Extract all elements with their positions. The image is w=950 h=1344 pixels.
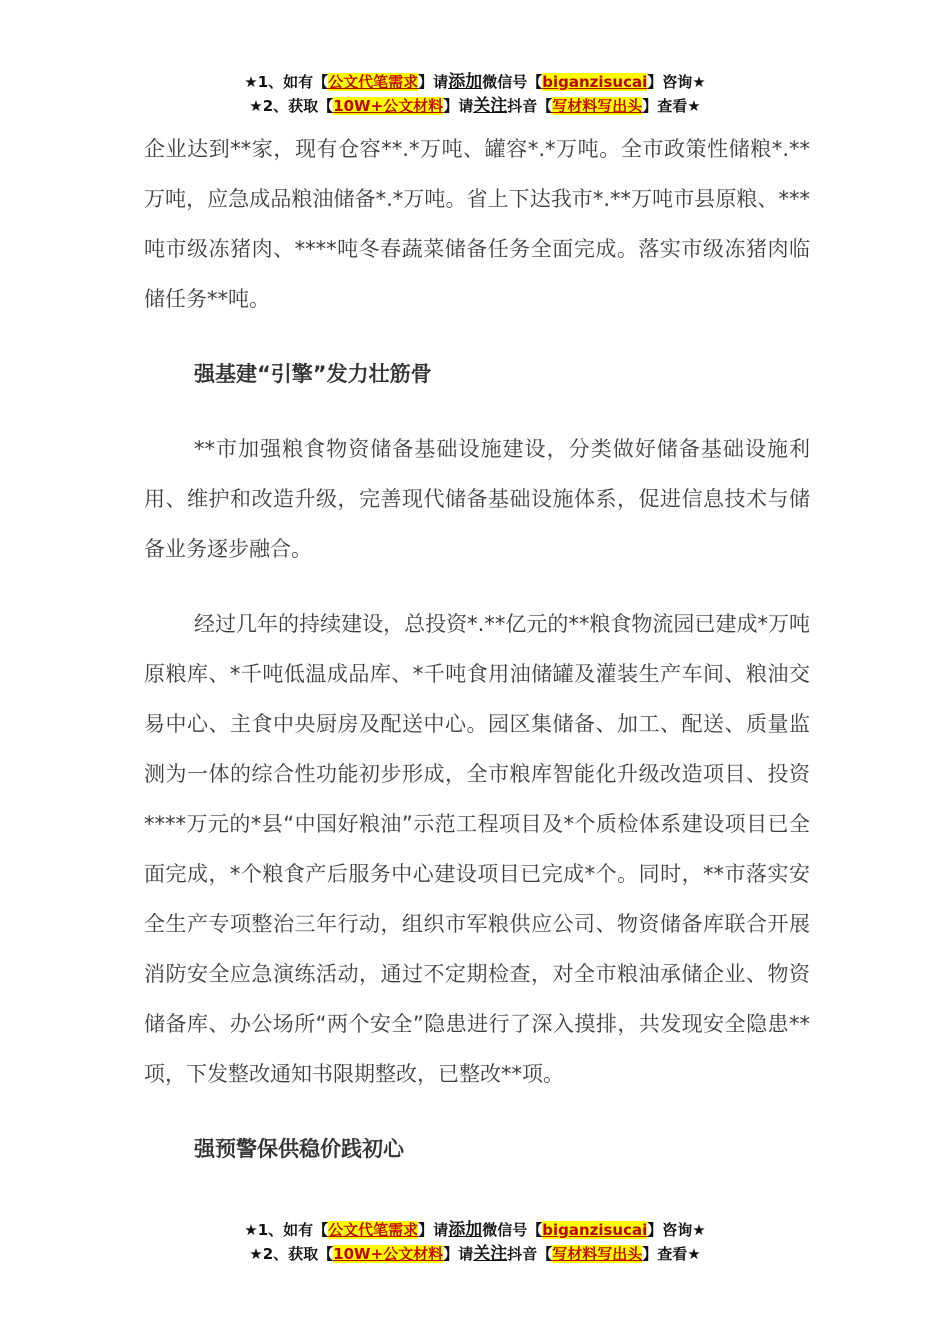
banner-text: 抖音【 bbox=[507, 1245, 553, 1263]
banner-highlight: 10W+公文材料 bbox=[333, 1245, 444, 1263]
header-banner bbox=[0, 70, 950, 118]
banner-highlight: 写材料写出头 bbox=[552, 1245, 643, 1263]
banner-text: 微信号【 bbox=[482, 1221, 543, 1239]
paragraph-1: 企业达到**家，现有仓容**.*万吨、罐容*.*万吨。全市政策性储粮*.**万吨，应急成品粮油储备*.*万吨。省上下达我市*.**万吨市县原粮、***吨市级冻猪肉、****吨冬春蔬菜储备任务全面完成。落实市级冻猪肉临储任务**吨。 bbox=[144, 137, 810, 311]
banner-text: 】咨询★ bbox=[647, 73, 706, 91]
banner-text: 】咨询★ bbox=[647, 1221, 706, 1239]
banner-text: 】请 bbox=[443, 97, 474, 115]
banner-line-2 bbox=[0, 94, 950, 118]
banner-text: 】查看★ bbox=[642, 97, 701, 115]
section-heading-infrastructure: 强基建“引擎”发力壮筋骨 bbox=[194, 362, 432, 386]
banner-emphasis: 添加 bbox=[448, 72, 483, 92]
footer-banner bbox=[0, 1218, 950, 1266]
banner-highlight: biganzisucai bbox=[542, 1221, 648, 1239]
banner-line-1 bbox=[0, 1218, 950, 1242]
banner-text: 抖音【 bbox=[507, 97, 553, 115]
banner-text: ★2、获取【 bbox=[249, 1245, 334, 1263]
banner-text: 】请 bbox=[418, 1221, 449, 1239]
paragraph-3: 经过几年的持续建设，总投资*.**亿元的**粮食物流园已建成*万吨原粮库、*千吨低温成品库、*千吨食用油储罐及灌装生产车间、粮油交易中心、主食中央厨房及配送中心。园区集储备、加工、配送、质量监测为一体的综合性功能初步形成，全市粮库智能化升级改造项目、投资****万元的*县“中国好粮油”示范工程项目及*个质检体系建设项目已全面完成，*个粮食产后服务中心建设项目已完成*个。同时，**市落实安全生产专项整治三年行动，组织市军粮供应公司、物资储备库联合开展消防安全应急演练活动，通过不定期检查，对全市粮油承储企业、物资储备库、办公场所“两个安全”隐患进行了深入摸排，共发现安全隐患**项，下发整改通知书限期整改，已整改**项。 bbox=[144, 612, 810, 1086]
banner-emphasis: 关注 bbox=[473, 1244, 508, 1264]
banner-highlight: 公文代笔需求 bbox=[328, 73, 419, 91]
banner-text: ★1、如有【 bbox=[244, 1221, 329, 1239]
document-body bbox=[144, 124, 810, 1174]
banner-highlight: 10W+公文材料 bbox=[333, 97, 444, 115]
banner-emphasis: 添加 bbox=[448, 1220, 483, 1240]
banner-text: ★2、获取【 bbox=[249, 97, 334, 115]
banner-text: ★1、如有【 bbox=[244, 73, 329, 91]
banner-text: 微信号【 bbox=[482, 73, 543, 91]
banner-line-2 bbox=[0, 1242, 950, 1266]
banner-highlight: 写材料写出头 bbox=[552, 97, 643, 115]
paragraph-2: **市加强粮食物资储备基础设施建设，分类做好储备基础设施利用、维护和改造升级，完善现代储备基础设施体系，促进信息技术与储备业务逐步融合。 bbox=[144, 437, 810, 561]
banner-line-1 bbox=[0, 70, 950, 94]
section-heading-early-warning: 强预警保供稳价践初心 bbox=[194, 1137, 404, 1161]
banner-text: 】请 bbox=[443, 1245, 474, 1263]
banner-text: 】查看★ bbox=[642, 1245, 701, 1263]
banner-text: 】请 bbox=[418, 73, 449, 91]
banner-emphasis: 关注 bbox=[473, 96, 508, 116]
banner-highlight: 公文代笔需求 bbox=[328, 1221, 419, 1239]
banner-highlight: biganzisucai bbox=[542, 73, 648, 91]
